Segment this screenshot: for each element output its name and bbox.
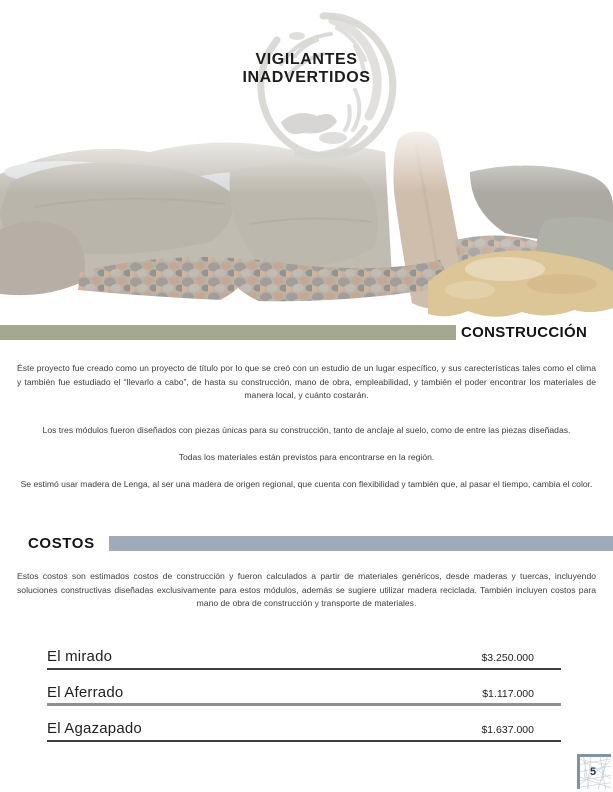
construccion-paragraph-2: Los tres módulos fueron diseñados con piezas únicas para su construcción, tanto de anclaje al suelo, como de entre las piezas diseñadas.	[42, 425, 571, 435]
costos-header	[0, 536, 613, 551]
page-number: 5	[590, 766, 597, 778]
cost-row-el-aferrado	[47, 684, 561, 706]
costos-header-bar	[109, 536, 613, 551]
construccion-header	[0, 325, 613, 340]
page-title-line2: INADVERTIDOS	[242, 69, 371, 86]
cost-item-price: $3.250.000	[481, 652, 534, 664]
construccion-header-bar	[0, 325, 456, 340]
construccion-paragraph-1: Éste proyecto fue creado como un proyecto de título por lo que se creó con un estudio de un lugar específico, y sus carecterísticas tales como el clima y también fue estudiado el “llevarlo a cabo”, de hasta su construcción, mano de obra, empleabilidad, y también el poder encontrar los materiales de manera local, y cuánto costarán.	[17, 363, 596, 401]
cost-item-name: El Aferrado	[47, 684, 124, 701]
page-number-box	[577, 754, 611, 789]
cost-item-price: $1.637.000	[481, 724, 534, 736]
cost-item-name: El mirado	[47, 648, 113, 665]
page-title	[0, 51, 613, 87]
construccion-paragraph-3: Todas los materiales están previstos para encontrarse en la región.	[178, 452, 435, 462]
construccion-heading: CONSTRUCCIÓN	[461, 324, 588, 341]
cost-row-el-mirado	[47, 648, 561, 670]
construccion-paragraph-4: Se estimó usar madera de Lenga, al ser una madera de origen regional, que cuenta con flexibilidad y también que, al pasar el tiempo, cambia el color.	[20, 479, 593, 489]
cost-item-price: $1.117.000	[482, 688, 534, 700]
cost-table	[47, 648, 561, 756]
page-title-line1: VIGILANTES	[255, 51, 358, 68]
cost-row-el-agazapado	[47, 720, 561, 742]
costos-heading: COSTOS	[28, 535, 95, 552]
costos-intro-paragraph: Estos costos son estimados costos de construcción y fueron calculados a partir de materiales genéricos, desde maderas y tuercas, incluyendo soluciones constructivas diseñadas exclusivamente para estos módulos, además se sugiere utilizar madera reciclada. También incluyen costos para mano de obra de construcción y transporte de materiales.	[17, 571, 596, 609]
cost-item-name: El Agazapado	[47, 720, 142, 737]
